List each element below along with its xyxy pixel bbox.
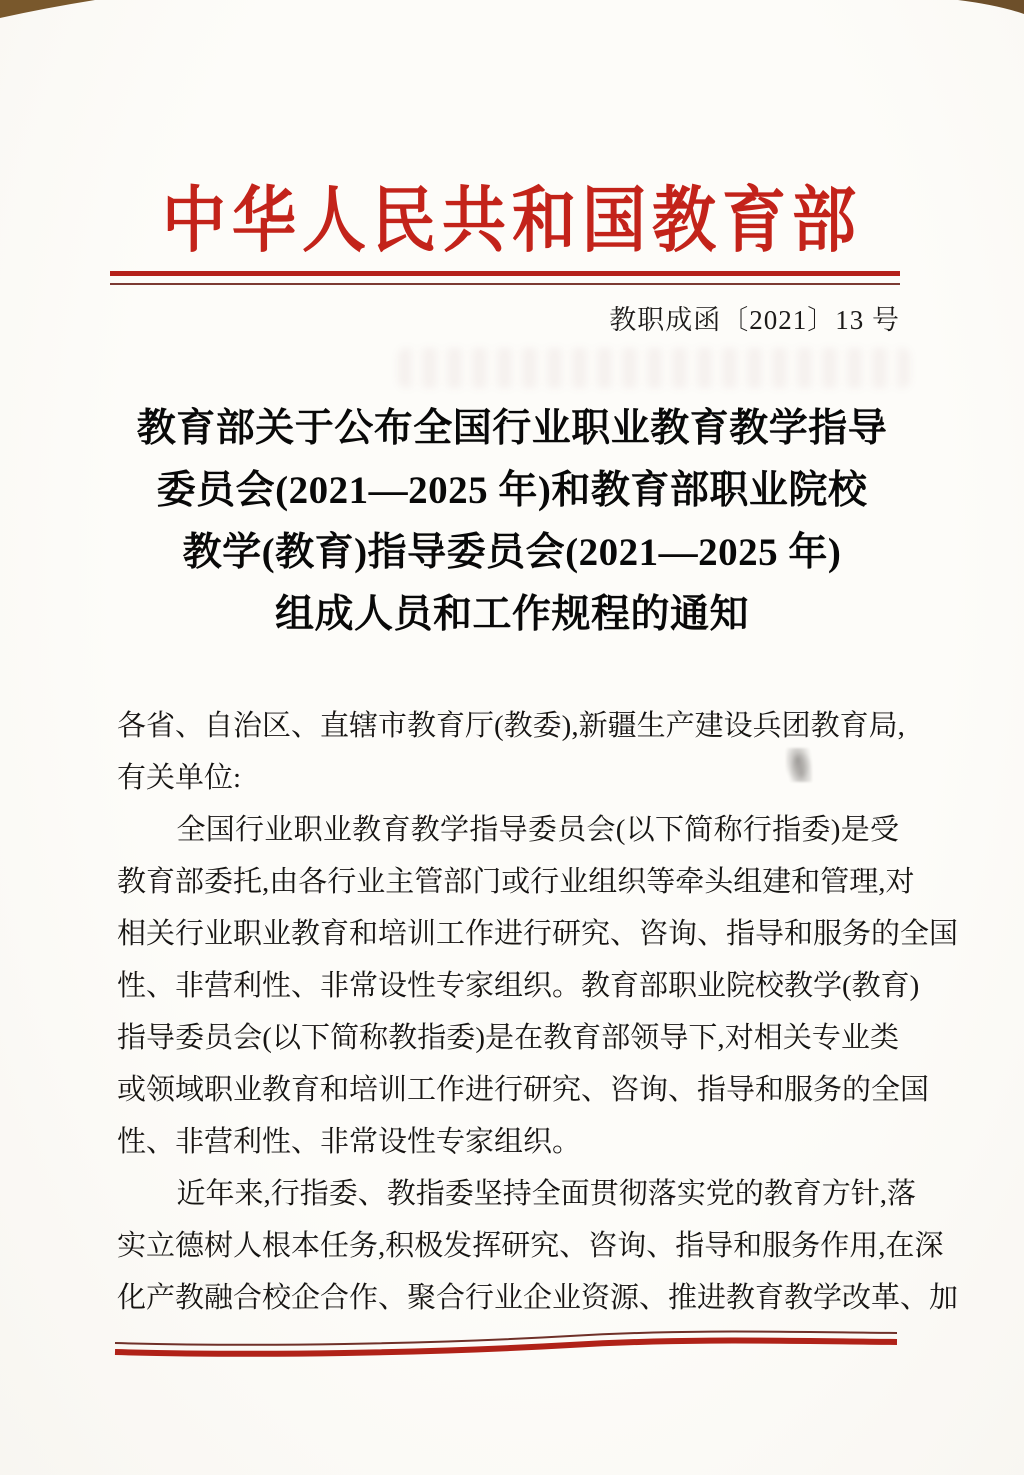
body-text-line: 教育部委托,由各行业主管部门或行业组织等牵头组建和管理,对 — [117, 866, 915, 898]
letterhead-rule-thick — [110, 271, 900, 276]
body-text-line: 有关单位: — [117, 762, 242, 794]
page-bleed-through — [398, 348, 910, 388]
body-text-line: 性、非营利性、非常设性专家组织。 — [117, 1126, 582, 1158]
body-text-line: 实立德树人根本任务,积极发挥研究、咨询、指导和服务作用,在深 — [117, 1230, 944, 1262]
footer-rule — [0, 1320, 1024, 1366]
body-text-line: 性、非营利性、非常设性专家组织。教育部职业院校教学(教育) — [117, 970, 920, 1002]
body-text-line: 各省、自治区、直辖市教育厅(教委),新疆生产建设兵团教育局, — [117, 710, 905, 742]
body-text-line: 化产教融合校企合作、聚合行业企业资源、推进教育教学改革、加 — [117, 1282, 959, 1314]
body-text-line: 全国行业职业教育教学指导委员会(以下简称行指委)是受 — [176, 814, 899, 846]
body-text-line: 相关行业职业教育和培训工作进行研究、咨询、指导和服务的全国 — [117, 918, 959, 950]
body-text-line: 或领域职业教育和培训工作进行研究、咨询、指导和服务的全国 — [117, 1074, 930, 1106]
ink-smudge — [786, 748, 812, 782]
notice-title-line: 教学(教育)指导委员会(2021—2025 年) — [182, 531, 842, 574]
notice-title-line: 教育部关于公布全国行业职业教育教学指导 — [136, 407, 888, 450]
letterhead-rule-thin — [110, 283, 900, 285]
notice-body — [117, 700, 959, 1324]
document-number: 教职成函〔2021〕13 号 — [609, 305, 900, 335]
notice-title-line: 组成人员和工作规程的通知 — [274, 593, 749, 636]
notice-title — [95, 398, 929, 646]
scan-edge-artifact — [0, 0, 1024, 20]
body-text-line: 指导委员会(以下简称教指委)是在教育部领导下,对相关专业类 — [117, 1022, 899, 1054]
notice-title-line: 委员会(2021—2025 年)和教育部职业院校 — [156, 469, 868, 512]
letterhead-title: 中华人民共和国教育部 — [162, 180, 862, 261]
body-text-line: 近年来,行指委、教指委坚持全面贯彻落实党的教育方针,落 — [176, 1178, 916, 1210]
